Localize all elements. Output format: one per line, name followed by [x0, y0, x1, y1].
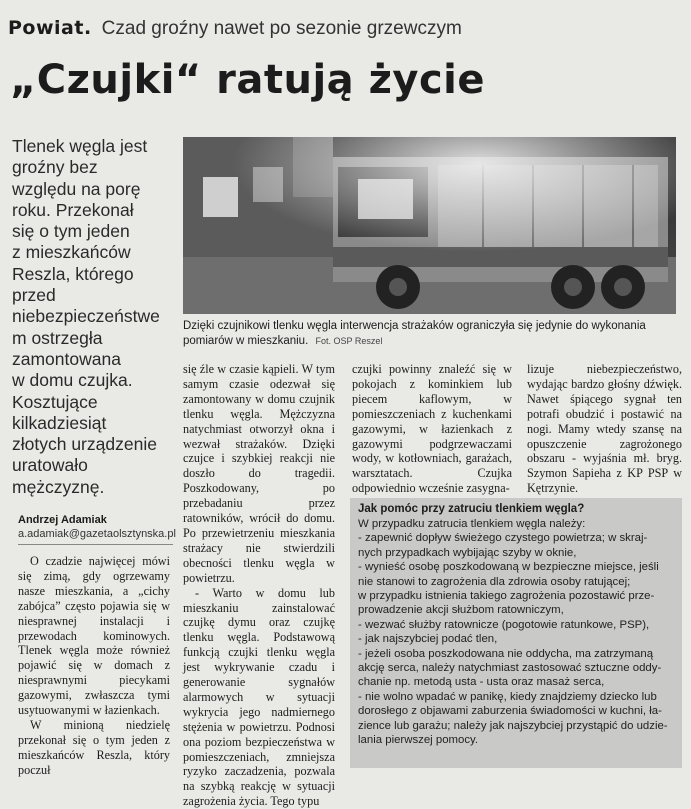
infobox-line: akcję serca, należy natychmiast zastosować sztuczne oddy- [358, 662, 662, 675]
infobox-line: prowadzenie akcji służbom ratowniczym, [358, 604, 564, 617]
fire-truck-photo [183, 137, 676, 314]
infobox-line: nie stanowi to zagrożenia dla zdrowia osoby ratującej; [358, 575, 631, 588]
body-column-4: lizuje niebezpieczeństwo, wydając bardzo głośny dźwięk. Nawet śpiącego sygnał ten potrafi obudzić i postawić na nogi. Mamy wtedy szansę na opuszczenie zagrożonego obszaru - wyjaśnia mł. bryg. Szymon Sapieha z KP PSP w Kętrzynie. [527, 362, 682, 496]
infobox-line: - nie wolno wpadać w panikę, kiedy znajdziemy dziecko lub [358, 690, 657, 703]
body-column-2 [183, 362, 335, 809]
infobox-line: - jak najszybciej podać tlen, [358, 633, 498, 646]
lead-line: roku. Przekonał [12, 199, 134, 220]
lead-line: groźny bez [12, 157, 98, 178]
infobox-line: - wezwać służby ratownicze (pogotowie ratunkowe, PSP), [358, 618, 650, 631]
lead-line: zamontowana [12, 348, 121, 369]
author-name: Andrzej Adamiak [18, 514, 107, 526]
lead-line: się o tym jeden [12, 221, 130, 242]
infobox-line: chanie np. metodą usta - usta oraz masaż serca, [358, 676, 605, 689]
body-column-3: czujki powinny znaleźć się w pokojach z kominkiem lub piecem kaflowym, w pomieszczeniach z kuchenkami gazowymi, w łazienkach z gazowymi podgrzewaczami wody, w kotłowniach, garażach, warsztatach. Czujka odpowiednio wcześnie zasygna- [352, 362, 512, 496]
first-aid-infobox [350, 498, 682, 768]
lead-line: niebezpieczeństwe [12, 306, 160, 327]
lead-line: złotych urządzenie [12, 434, 157, 455]
infobox-line: W przypadku zatrucia tlenkiem węgla należy: [358, 518, 586, 530]
infobox-list [358, 517, 678, 748]
lead-line: mężczyznę. [12, 476, 105, 497]
lead-line: z mieszkańców [12, 242, 131, 263]
fire-truck-image [183, 137, 676, 314]
section-header [8, 17, 548, 47]
lead-line: uratowało [12, 455, 88, 476]
body-paragraph: O czadzie najwięcej mówi się zimą, gdy ogrzewamy nasze mieszkania, a „cichy zabójca” często pojawia się w niesprawnej instalacji i przewodach kominowych. Tlenek węgla może również pojawić się w domach z niesprawnymi piecykami gazowymi, zwłaszcza tymi usytuowanymi w łazienkach. [18, 554, 170, 718]
lead-line: m ostrzegła [12, 327, 103, 348]
infobox-title: Jak pomóc przy zatruciu tlenkiem węgla? [358, 503, 585, 515]
kicker-subtitle: Czad groźny nawet po sezonie grzewczym [101, 18, 462, 39]
infobox-line: zience lub garażu; należy jak najszybciej przystąpić do udzie- [358, 719, 668, 732]
infobox-line: - wynieść osobę poszkodowaną w bezpieczne miejsce, jeśli [358, 561, 659, 574]
lead-line: Kosztujące [12, 391, 98, 412]
infobox-line: w przypadku istnienia takiego zagrożenia pozostawić prze- [358, 590, 655, 603]
body-paragraph: się źle w czasie kąpieli. W tym samym czasie odezwał się zamontowany w domu czujnik tlenku węgla. Mężczyzna natychmiast otworzył okna i wezwał strażaków. Dzięki czujce i szybkiej reakcji nie doszło do tragedii. Poszkodowany, po przebadaniu przez ratowników, wrócił do domu. Po przewietrzeniu mieszkania strażacy nie stwierdzili obecności tlenku węgla w powietrzu. [183, 362, 335, 585]
lead-line: względu na porę [12, 178, 141, 199]
infobox-line: lania pierwszej pomocy. [358, 734, 479, 747]
lead-line: przed [12, 285, 56, 306]
infobox-line: dorosłego z objawami zaburzenia świadomości w kuchni, ła- [358, 705, 662, 718]
lead-line: w domu czujka. [12, 370, 133, 391]
article-headline: „Czujki“ ratują życie [10, 57, 485, 103]
author-email: a.adamiak@gazetaolsztynska.pl [18, 527, 173, 545]
section-label: Powiat. [8, 17, 92, 39]
infobox-line: nych przypadkach wybijając szyby w oknie, [358, 546, 577, 559]
photo-caption [183, 319, 683, 349]
author-block [18, 513, 176, 545]
photo-credit: Fot. OSP Reszel [315, 335, 383, 346]
infobox-line: - jeżeli osoba poszkodowana nie oddycha, ma zatrzymaną [358, 647, 654, 660]
lead-paragraph [12, 136, 174, 498]
body-paragraph: W minioną niedzielę przekonał się o tym jeden z mieszkańców Reszla, który poczuł [18, 717, 170, 777]
caption-text: Dzięki czujnikowi tlenku węgla interwencja strażaków ograniczyła się jedynie do wykonania pomiarów w mieszkaniu. [183, 320, 646, 347]
lead-line: Tlenek węgla jest [12, 136, 148, 156]
body-paragraph: - Warto w domu lub mieszkaniu zainstalować czujkę dymu oraz czujkę tlenku węgla. Podstawową funkcją czujki tlenku węgla jest wykrywanie czadu i generowanie sygnałów alarmowych w sytuacji wykrycia jego nadmiernego stężenia w powietrzu. Podnosi ona poziom bezpieczeństwa w pomieszczeniach, zmniejsza ryzyko zaczadzenia, pozwala na szybką reakcję w sytuacji zagrożenia życia. Tego typu [183, 585, 335, 809]
body-column-1 [18, 554, 170, 778]
lead-line: Reszla, którego [12, 263, 134, 284]
lead-line: kilkadziesiąt [12, 412, 107, 433]
infobox-line: - zapewnić dopływ świeżego czystego powietrza; w skraj- [358, 532, 648, 545]
